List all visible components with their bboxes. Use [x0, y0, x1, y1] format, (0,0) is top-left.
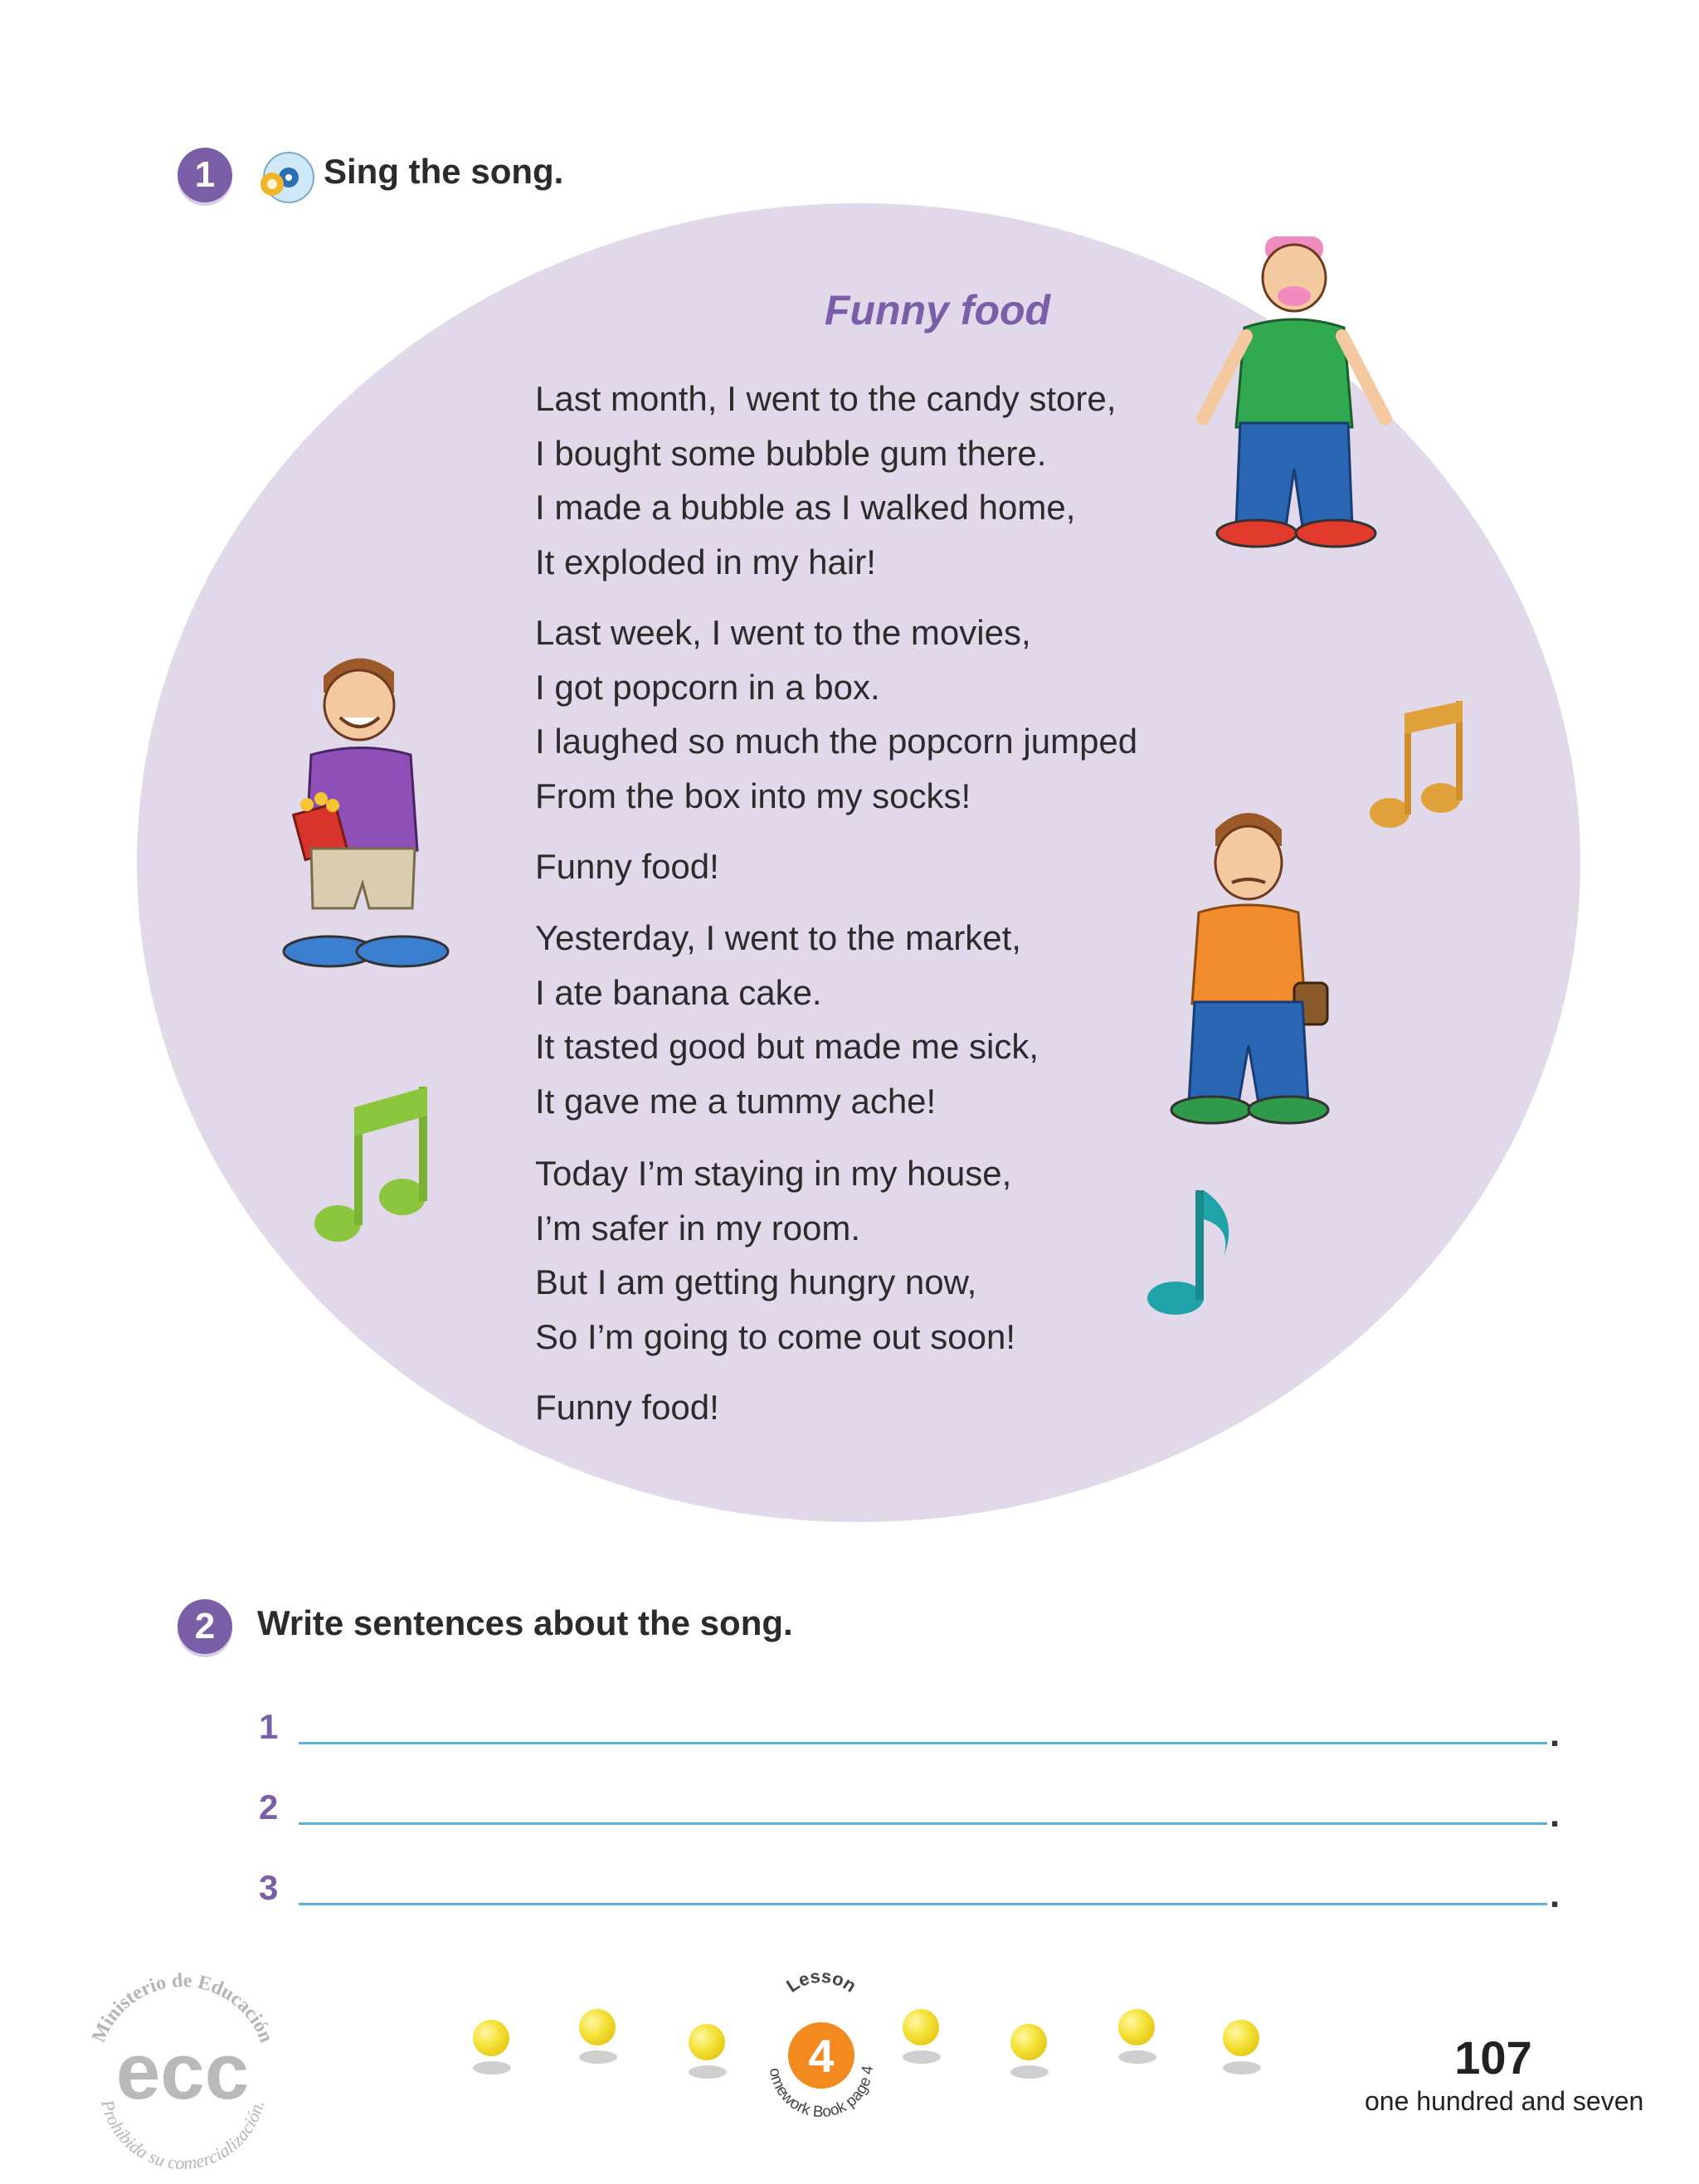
tennis-ball-icon — [1010, 2024, 1049, 2079]
boy-bubble-gum-illustration — [1186, 220, 1402, 552]
writing-line-number: 2 — [259, 1788, 279, 1826]
exercise-number: 1 — [178, 148, 232, 202]
song-line: Yesterday, I went to the market, — [535, 918, 1021, 957]
song-line: Last week, I went to the movies, — [535, 613, 1031, 652]
writing-line-period: . — [1550, 1714, 1560, 1754]
page-number-words: one hundred and seven — [1365, 2086, 1644, 2116]
writing-line-input[interactable] — [299, 1822, 1547, 1825]
tennis-ball-icon — [903, 2009, 941, 2064]
song-line: Funny food! — [535, 1388, 719, 1427]
exercise-title: Sing the song. — [324, 152, 564, 191]
song-line: I laughed so much the popcorn jumped — [535, 722, 1138, 761]
music-note-icon — [1141, 1182, 1240, 1323]
writing-line-input[interactable] — [299, 1903, 1547, 1905]
music-note-icon — [311, 1082, 436, 1248]
writing-line-input[interactable] — [299, 1742, 1547, 1744]
song-line: But I am getting hungry now, — [535, 1262, 977, 1301]
song-line: It gave me a tummy ache! — [535, 1081, 937, 1121]
writing-line-period: . — [1550, 1875, 1560, 1915]
writing-line-period: . — [1550, 1794, 1560, 1835]
cd-audio-icon[interactable] — [256, 146, 315, 206]
lesson-number: 4 — [808, 2030, 835, 2082]
stamp-logo: ecc — [115, 2027, 250, 2116]
tennis-ball-icon — [579, 2009, 617, 2064]
page-number: 107 — [1454, 2031, 1532, 2084]
tennis-ball-icon — [689, 2024, 727, 2079]
boy-tummy-ache-illustration — [1149, 796, 1348, 1128]
tennis-ball-icon — [1223, 2020, 1261, 2075]
song-line: Funny food! — [535, 847, 719, 886]
stamp-bottom-text: Prohibida su comercialización. — [96, 2097, 269, 2174]
ministry-stamp — [66, 1945, 299, 2177]
writing-line-number: 1 — [259, 1707, 279, 1746]
song-stanza — [535, 1380, 1265, 1435]
song-line: Last month, I went to the candy store, — [535, 379, 1117, 418]
song-line: Today I’m staying in my house, — [535, 1154, 1012, 1193]
song-stanza — [535, 372, 1265, 589]
song-line: So I’m going to come out soon! — [535, 1316, 1015, 1356]
song-stanza — [535, 606, 1265, 823]
song-line: I made a bubble as I walked home, — [535, 488, 1076, 527]
song-line: I’m safer in my room. — [535, 1208, 861, 1248]
exercise-title: Write sentences about the song. — [257, 1603, 793, 1642]
song-title: Funny food — [824, 287, 1051, 333]
stamp-top-text: Ministerio de Educación — [88, 1969, 277, 2046]
writing-line-number: 3 — [259, 1868, 279, 1907]
tennis-ball-icon — [473, 2020, 511, 2075]
music-note-icon — [1365, 697, 1464, 838]
song-line: It tasted good but made me sick, — [535, 1027, 1039, 1066]
song-line: I bought some bubble gum there. — [535, 433, 1047, 473]
song-line: I got popcorn in a box. — [535, 667, 880, 707]
lesson-badge — [738, 1966, 904, 2148]
boy-popcorn-illustration — [278, 643, 452, 975]
homework-reference: omework Book page 4 — [765, 2065, 878, 2122]
song-line: It exploded in my hair! — [535, 542, 876, 581]
song-line: From the box into my socks! — [535, 776, 971, 815]
tennis-ball-icon — [1118, 2009, 1156, 2064]
song-line: I ate banana cake. — [535, 972, 822, 1012]
lesson-word: Lesson — [782, 1966, 860, 1997]
svg-text:Lesson — [782, 1966, 859, 1997]
exercise-number: 2 — [178, 1599, 232, 1654]
